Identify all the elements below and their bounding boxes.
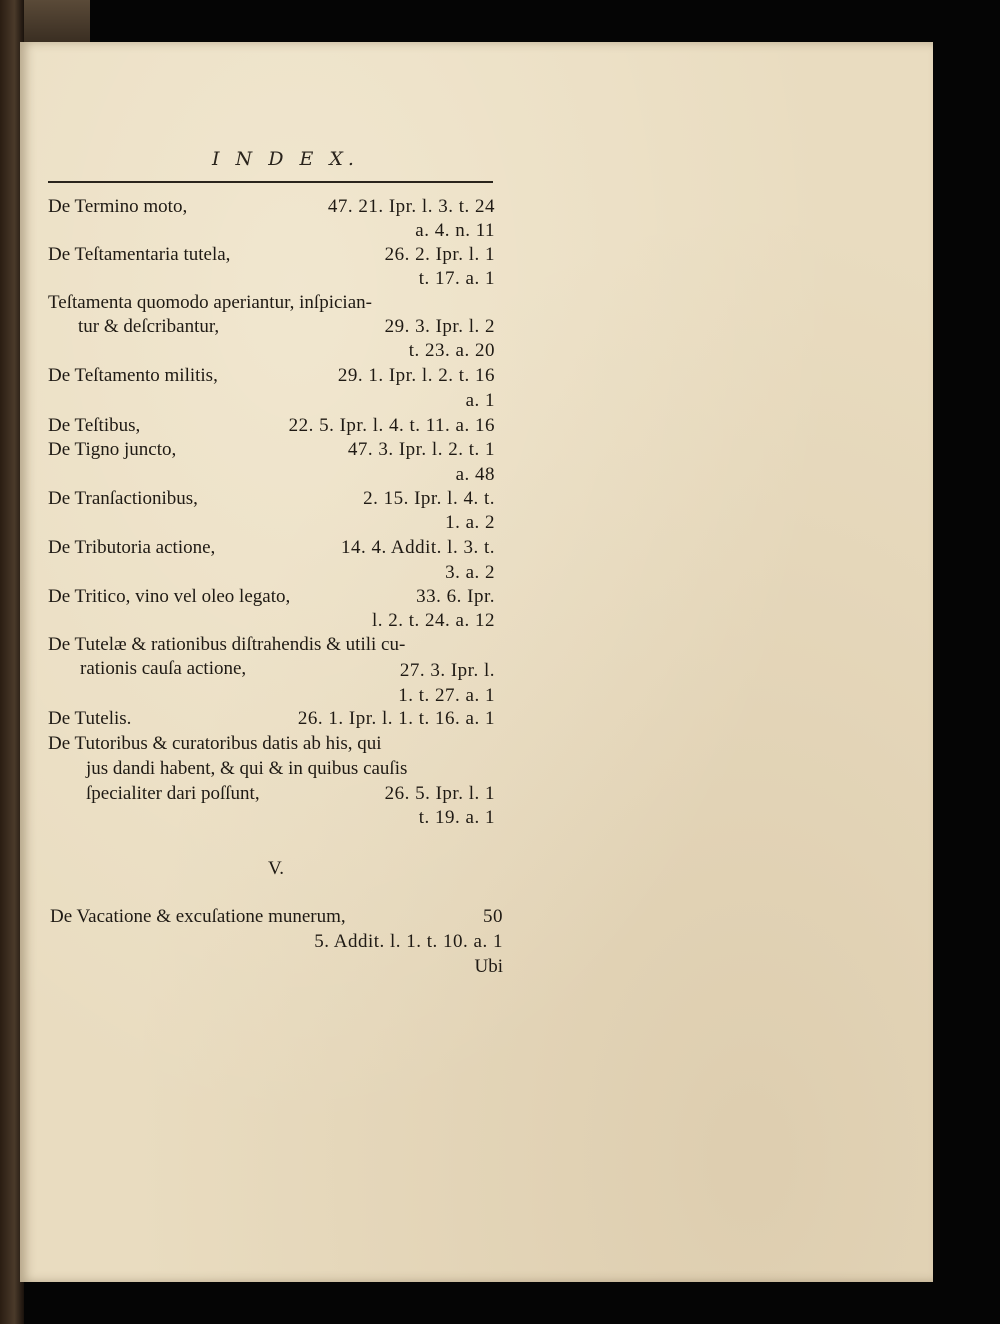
entry-title: De Tutoribus & curatoribus datis ab his, qui [48,733,382,754]
entry-ref-cont: a. 48 [455,464,495,485]
entry-ref: 22. 5. Ipr. l. 4. t. 11. a. 16 [288,415,495,436]
entry-title-cont: jus dandi habent, & qui & in quibus cauſis [86,758,408,779]
entry-ref-cont: 3. a. 2 [445,562,495,583]
entry-ref-cont: a. 1 [465,390,495,411]
entry-ref: 26. 5. Ipr. l. 1 [384,783,495,804]
entry-title: De Tutelis. [48,708,132,729]
entry-title: De Tigno juncto, [48,439,177,460]
entry-title: De Vacatione & excuſatione munerum, [50,906,346,927]
entry-ref: 47. 3. Ipr. l. 2. t. 1 [347,439,495,460]
entry-title-cont: ſpecialiter dari poſſunt, [86,783,260,804]
entry-title: De Teſtamento militis, [48,365,218,386]
entry-title: De Teſtamentaria tutela, [48,244,231,265]
entry-title: De Teſtibus, [48,415,141,436]
entry-ref-cont: t. 23. a. 20 [408,340,495,361]
entry-ref: 14. 4. Addit. l. 3. t. [340,537,495,558]
entry-ref: 29. 3. Ipr. l. 2 [384,316,495,337]
page-header: I N D E X. [212,148,359,170]
entry-ref: 47. 21. Ipr. l. 3. t. 24 [327,196,495,217]
entry-title: Teſtamenta quomodo aperiantur, inſpician- [48,292,372,313]
entry-ref-cont: l. 2. t. 24. a. 12 [372,610,495,631]
entry-ref-cont: a. 4. n. 11 [415,220,495,241]
entry-ref: 33. 6. Ipr. [416,586,495,607]
entry-ref-cont: 5. Addit. l. 1. t. 10. a. 1 [314,931,503,952]
entry-ref: 27. 3. Ipr. l. [399,660,495,681]
entry-ref-cont: t. 19. a. 1 [418,807,495,828]
entry-ref: 26. 1. Ipr. l. 1. t. 16. a. 1 [297,708,495,729]
entry-ref: 2. 15. Ipr. l. 4. t. [363,488,495,509]
entry-title: De Tritico, vino vel oleo legato, [48,586,291,607]
entry-ref-cont: t. 17. a. 1 [418,268,495,289]
entry-title-cont: rationis cauſa actione, [80,658,247,679]
entry-title-cont: tur & deſcribantur, [78,316,220,337]
entry-title: De Tutelæ & rationibus diſtrahendis & utili cu- [48,634,406,655]
catchword: Ubi [474,956,503,977]
entry-ref: 26. 2. Ipr. l. 1 [384,244,495,265]
section-letter: V. [268,858,285,879]
entry-title: De Tranſactionibus, [48,488,198,509]
entry-ref: 50 [483,906,503,927]
entry-ref-cont: 1. a. 2 [445,512,495,533]
entry-title: De Termino moto, [48,196,188,217]
entry-title: De Tributoria actione, [48,537,216,558]
entry-ref-cont: 1. t. 27. a. 1 [398,685,495,706]
entry-ref: 29. 1. Ipr. l. 2. t. 16 [337,365,495,386]
header-rule [48,181,493,183]
